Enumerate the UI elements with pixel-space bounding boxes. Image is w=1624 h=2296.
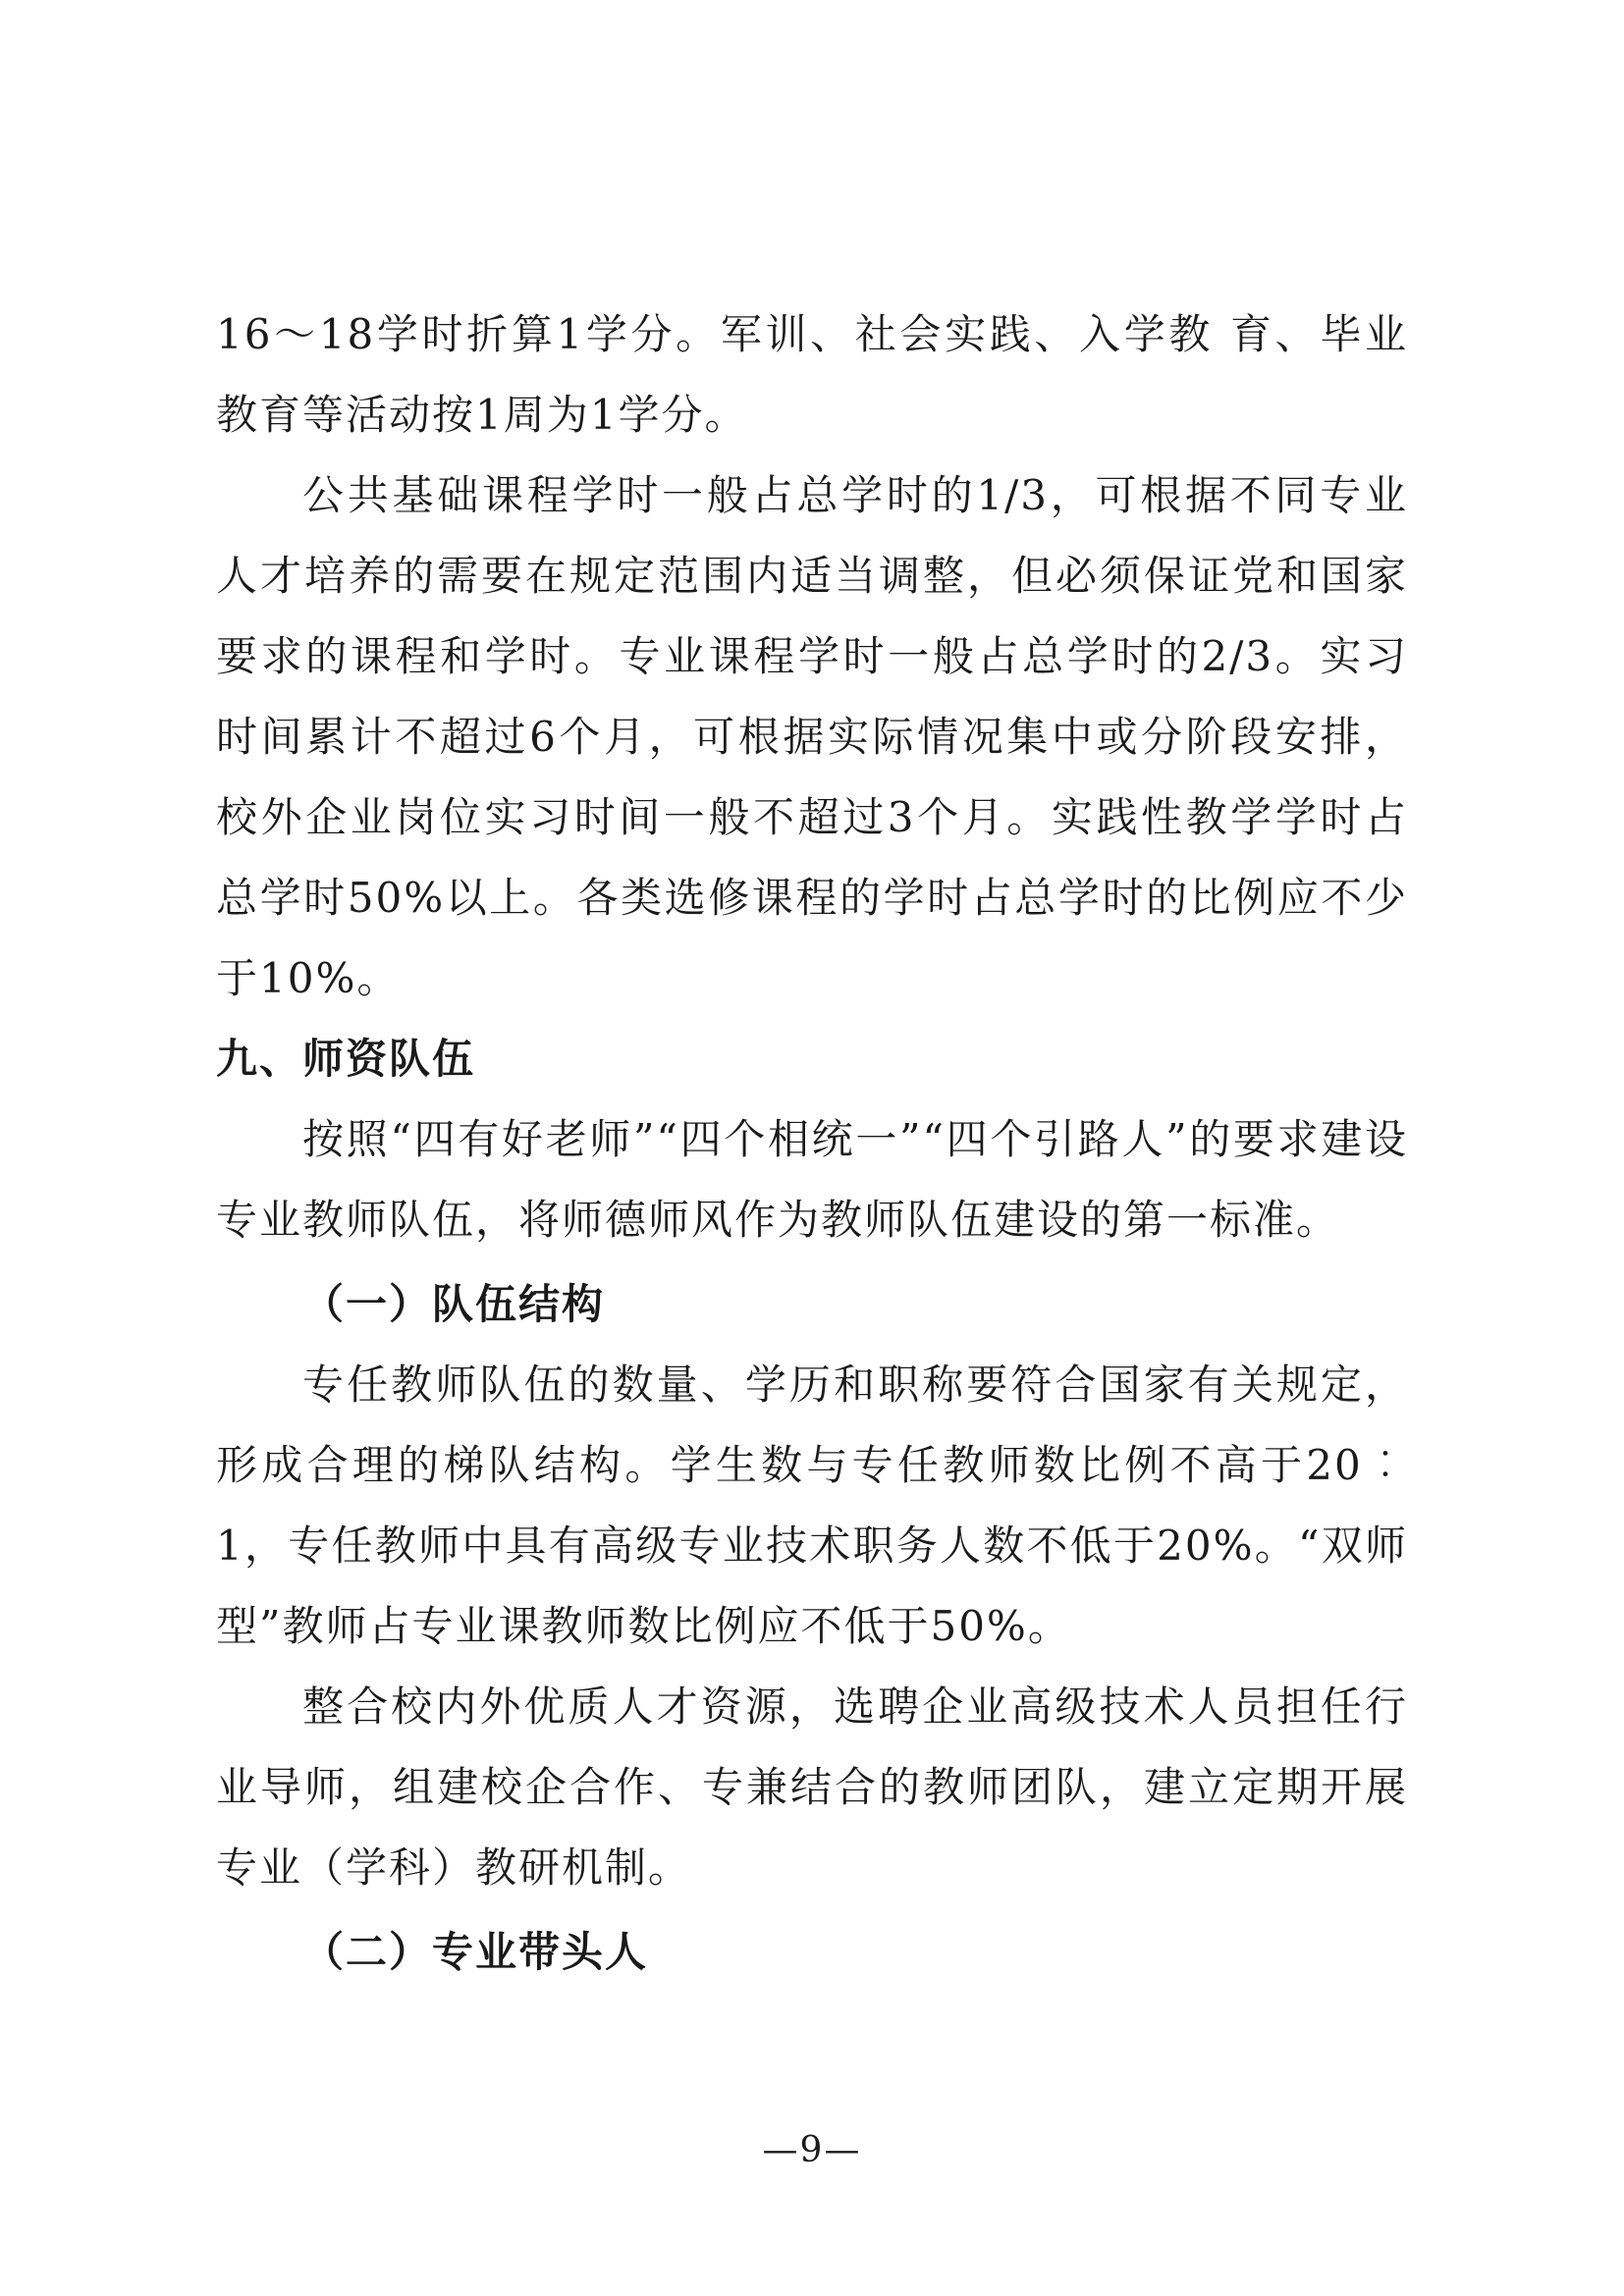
paragraph-faculty-requirements: 按照“四有好老师”“四个相统一”“四个引路人”的要求建设专业教师队伍，将师德师风作为教师队伍建设的第一标准。	[216, 1115, 1408, 1244]
paragraph-course-hours: 公共基础课程学时一般占总学时的1/3，可根据不同专业人才培养的需要在规定范围内适当调整，但必须保证党和国家要求的课程和学时。专业课程学时一般占总学时的2/3。实习时间累计不超过6个月，可根据实际情况集中或分阶段安排，校外企业岗位实习时间一般不超过3个月。实践性教学学时占总学时50%以上。各类选修课程的学时占总学时的比例应不少于10%。	[216, 471, 1408, 1002]
document-body	[216, 294, 1408, 1993]
section-heading-faculty: 九、师资队伍	[216, 1035, 476, 1083]
subsection-heading-discipline-leader: （二）专业带头人	[302, 1928, 649, 1976]
paragraph-team-structure: 专任教师队伍的数量、学历和职称要符合国家有关规定，形成合理的梯队结构。学生数与专任教师数比例不高于20︰1，专任教师中具有高级专业技术职务人数不低于20%。“双师型”教师占专业课教师数比例应不低于50%。	[216, 1361, 1408, 1650]
subsection-heading-team-structure: （一）队伍结构	[302, 1280, 606, 1328]
paragraph-talent-resources: 整合校内外优质人才资源，选聘企业高级技术人员担任行业导师，组建校企合作、专兼结合的教师团队，建立定期开展专业（学科）教研机制。	[216, 1682, 1408, 1892]
page-number: —9—	[762, 2130, 862, 2170]
paragraph-credit-conversion: 16～18学时折算1学分。军训、社会实践、入学教 育、毕业教育等活动按1周为1学分。	[216, 310, 1408, 439]
